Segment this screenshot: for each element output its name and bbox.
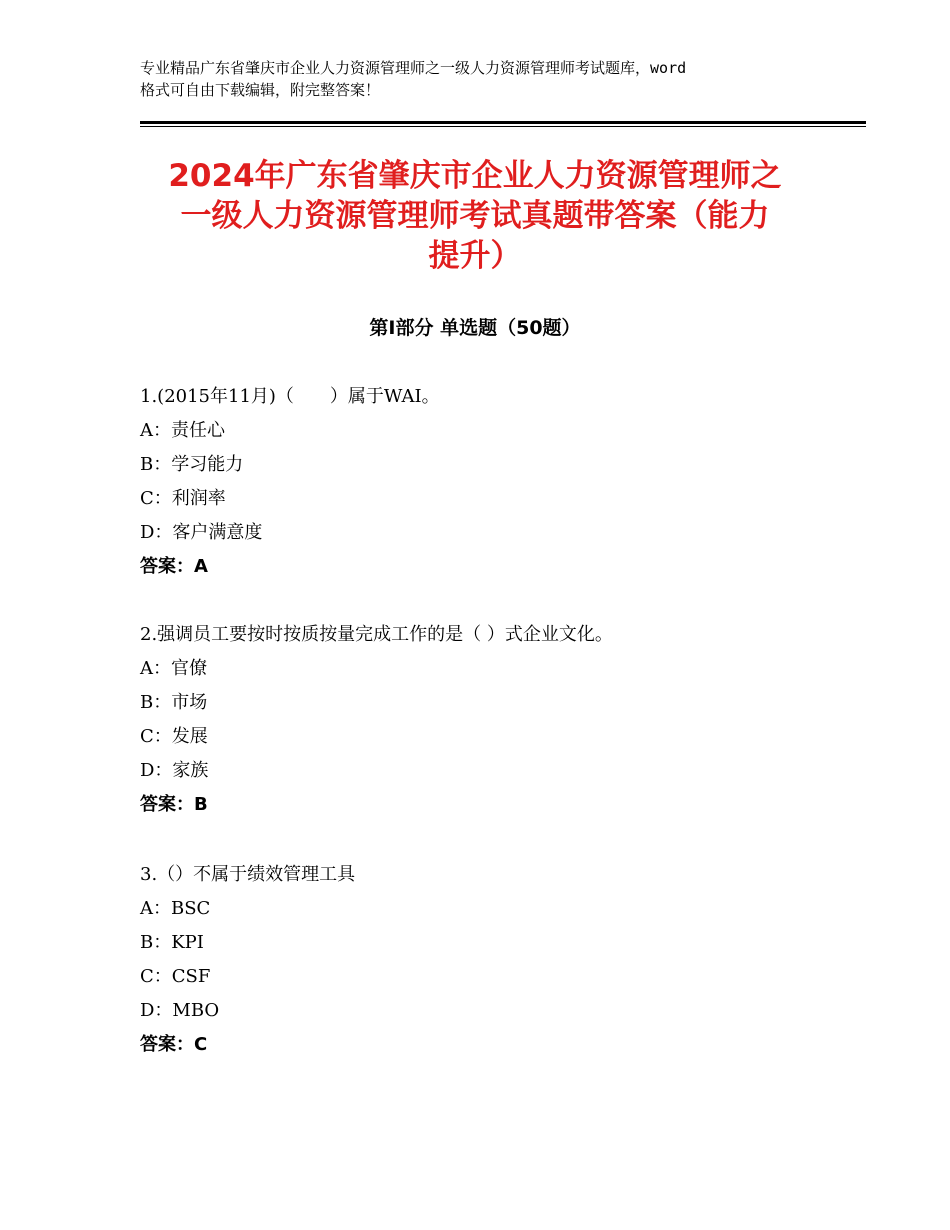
answer: 答案：A: [140, 556, 208, 577]
document-title-line-2: 一级人力资源管理师考试真题带答案（能力: [180, 198, 770, 234]
header-note-line-2: 格式可自由下载编辑，附完整答案！: [140, 81, 381, 99]
question-1: [140, 380, 840, 584]
option-c: C：发展: [140, 726, 208, 747]
section-heading: 第Ⅰ部分 单选题（50题）: [369, 317, 581, 339]
document-title-line-3: 提升）: [428, 238, 522, 274]
option-c: C：CSF: [140, 966, 211, 987]
header-note-line-1: 专业精品广东省肇庆市企业人力资源管理师之一级人力资源管理师考试题库，word: [140, 59, 687, 77]
question-stem: 1.(2015年11月)（ ）属于WAI。: [140, 386, 440, 407]
question-stem: 3.（）不属于绩效管理工具: [140, 864, 356, 885]
header-divider-thick: [140, 121, 866, 124]
answer: 答案：B: [140, 794, 208, 815]
document-title-line-1: 2024年广东省肇庆市企业人力资源管理师之: [168, 158, 782, 194]
header-note: [140, 57, 840, 101]
option-a: A：BSC: [140, 898, 211, 919]
answer: 答案：C: [140, 1034, 208, 1055]
option-b: B：KPI: [140, 932, 204, 953]
option-d: D：客户满意度: [140, 522, 263, 543]
option-b: B：学习能力: [140, 454, 244, 475]
document-title: [140, 156, 810, 276]
option-a: A：责任心: [140, 420, 225, 441]
question-2: [140, 618, 840, 822]
question-3: [140, 858, 840, 1062]
question-stem: 2.强调员工要按时按质按量完成工作的是（ ）式企业文化。: [140, 624, 613, 645]
option-b: B：市场: [140, 692, 208, 713]
header-divider-thin: [140, 126, 866, 127]
option-a: A：官僚: [140, 658, 207, 679]
option-d: D：MBO: [140, 1000, 220, 1021]
option-c: C：利润率: [140, 488, 226, 509]
option-d: D：家族: [140, 760, 209, 781]
